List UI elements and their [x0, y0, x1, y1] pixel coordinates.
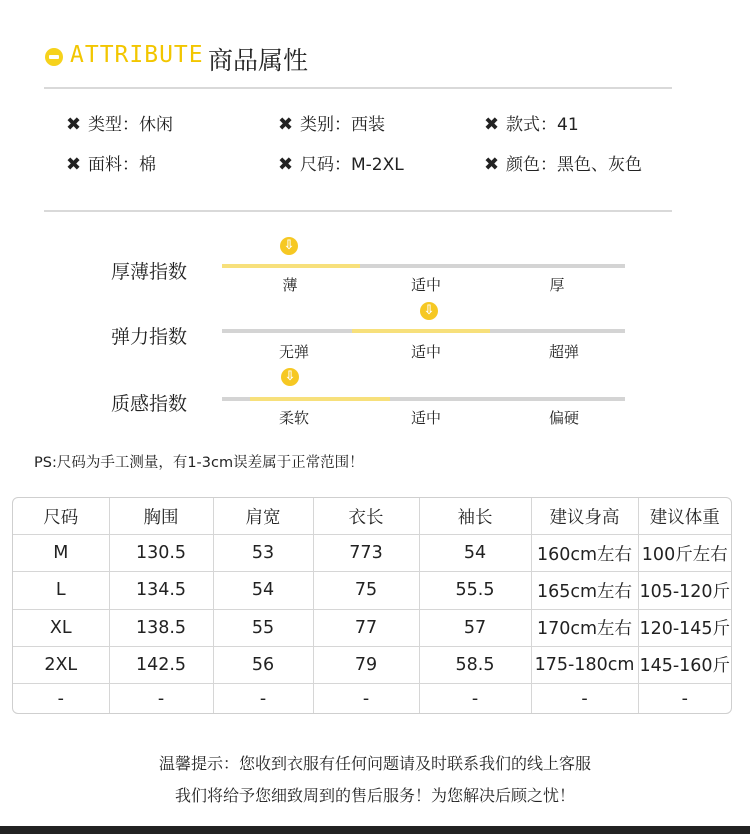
thickness-tick-thin: 薄: [282, 276, 298, 294]
attr-size: ✖ 尺码：M-2XL: [278, 154, 404, 175]
table-header-cell: 尺码: [13, 498, 109, 535]
table-cell: 105-120斤: [638, 572, 731, 609]
size-table: [12, 497, 732, 714]
table-cell: -: [213, 684, 313, 713]
table-cell: 54: [213, 572, 313, 609]
table-header-cell: 建议体重: [638, 498, 731, 535]
table-cell: 56: [213, 646, 313, 683]
thickness-track: [222, 264, 625, 268]
attr-category: ✖ 类别：西装: [278, 114, 385, 135]
elasticity-tick-none: 无弹: [278, 343, 309, 361]
table-cell: 100斤左右: [638, 535, 731, 572]
table-cell: 142.5: [109, 646, 213, 683]
table-cell: 57: [419, 609, 531, 646]
table-cell: 165cm左右: [531, 572, 638, 609]
table-row: [13, 684, 731, 713]
attr-style: ✖ 款式：41: [484, 114, 579, 135]
table-cell: 55.5: [419, 572, 531, 609]
table-cell: 75: [313, 572, 419, 609]
table-cell: 55: [213, 609, 313, 646]
divider-middle: [44, 210, 672, 212]
header-title-cn: 商品属性: [208, 46, 309, 75]
table-row: [13, 572, 731, 609]
table-row: [13, 535, 731, 572]
header-title-en: ATTRIBUTE: [70, 42, 204, 68]
service-tip-line-2: 我们将给予您细致周到的售后服务！为您解决后顾之忧！: [174, 786, 575, 805]
table-cell: 58.5: [419, 646, 531, 683]
table-cell: 145-160斤: [638, 646, 731, 683]
thickness-index-label: 厚薄指数: [111, 261, 188, 283]
thickness-tick-medium: 适中: [410, 276, 441, 294]
table-cell: 77: [313, 609, 419, 646]
texture-fill: [250, 397, 390, 401]
table-cell: 175-180cm: [531, 646, 638, 683]
table-cell: 130.5: [109, 535, 213, 572]
table-cell: 79: [313, 646, 419, 683]
divider-top: [44, 87, 672, 89]
service-tip-line-1: 温馨提示：您收到衣服有任何问题请及时联系我们的线上客服: [158, 754, 591, 773]
table-header-cell: 建议身高: [531, 498, 638, 535]
elasticity-fill: [352, 329, 490, 333]
table-cell: 160cm左右: [531, 535, 638, 572]
table-cell: -: [638, 684, 731, 713]
table-cell: 170cm左右: [531, 609, 638, 646]
thickness-marker-icon: [280, 237, 298, 255]
elasticity-marker-icon: [420, 302, 438, 320]
table-cell: 134.5: [109, 572, 213, 609]
table-cell: -: [531, 684, 638, 713]
table-header-cell: 衣长: [313, 498, 419, 535]
table-row: [13, 609, 731, 646]
table-cell: 773: [313, 535, 419, 572]
texture-index-label: 质感指数: [111, 393, 188, 415]
elasticity-tick-medium: 适中: [410, 343, 441, 361]
texture-track: [222, 397, 625, 401]
texture-tick-soft: 柔软: [278, 409, 309, 427]
table-cell: L: [13, 572, 109, 609]
attr-fabric: ✖ 面料：棉: [66, 154, 156, 175]
elasticity-track: [222, 329, 625, 333]
thickness-tick-thick: 厚: [549, 276, 565, 294]
x-mark-icon: ✖: [66, 114, 82, 135]
table-cell: 2XL: [13, 646, 109, 683]
table-cell: 138.5: [109, 609, 213, 646]
x-mark-icon: ✖: [66, 154, 82, 175]
table-cell: -: [109, 684, 213, 713]
texture-tick-stiff: 偏硬: [548, 409, 579, 427]
x-mark-icon: ✖: [484, 154, 500, 175]
table-header-cell: 肩宽: [213, 498, 313, 535]
measurement-note: PS:尺码为手工测量，有1-3cm误差属于正常范围！: [34, 455, 364, 471]
table-cell: -: [13, 684, 109, 713]
table-header-row: [13, 498, 731, 535]
elasticity-tick-super: 超弹: [548, 343, 579, 361]
table-header-cell: 袖长: [419, 498, 531, 535]
bottom-edge-bar: [0, 826, 750, 834]
x-mark-icon: ✖: [278, 114, 294, 135]
table-cell: XL: [13, 609, 109, 646]
table-cell: 54: [419, 535, 531, 572]
x-mark-icon: ✖: [278, 154, 294, 175]
table-header-cell: 胸围: [109, 498, 213, 535]
table-cell: 120-145斤: [638, 609, 731, 646]
x-mark-icon: ✖: [484, 114, 500, 135]
texture-tick-medium: 适中: [410, 409, 441, 427]
attribute-bullet-icon: [45, 48, 63, 66]
table-row: [13, 646, 731, 683]
table-cell: 53: [213, 535, 313, 572]
texture-marker-icon: [281, 368, 299, 386]
table-cell: -: [419, 684, 531, 713]
attr-color: ✖ 颜色：黑色、灰色: [484, 154, 642, 175]
attr-type: ✖ 类型：休闲: [66, 114, 173, 135]
elasticity-index-label: 弹力指数: [111, 326, 188, 348]
table-cell: M: [13, 535, 109, 572]
table-cell: -: [313, 684, 419, 713]
thickness-fill: [222, 264, 360, 268]
